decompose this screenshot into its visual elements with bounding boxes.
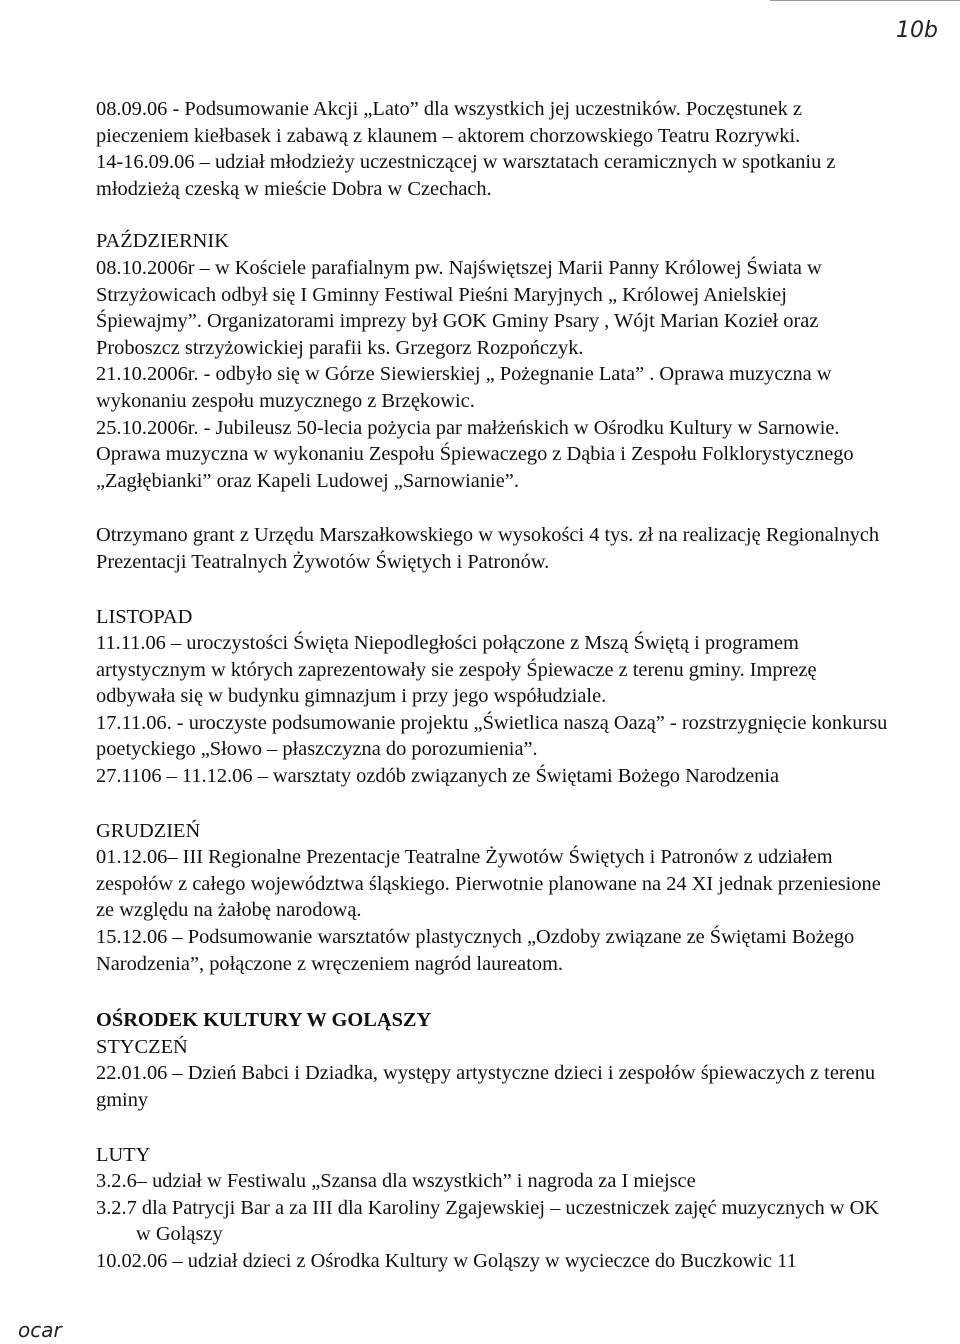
page-number-handwritten: 10b (896, 18, 938, 43)
entry-listopad-1: 11.11.06 – uroczystości Święta Niepodległości połączone z Mszą Świętą i programem artystycznym w których zaprezentowały sie zespoły Śpiewacze z terenu gminy. Imprezę odbywała się w budynku gimnazjum i przy jego współudziale. (96, 632, 817, 708)
entry-listopad-2: 17.11.06. - uroczyste podsumowanie projektu „Świetlica naszą Oazą” - rozstrzygnięcie konkursu poetyckiego „Słowo – płaszczyzna do porozumienia”. (96, 711, 888, 761)
department-title: OŚRODEK KULTURY W GOLĄSZY (96, 1009, 432, 1032)
grant-note: Otrzymano grant z Urzędu Marszałkowskiego w wysokości 4 tys. zł na realizację Regionalnych Prezentacji Teatralnych Żywotów Świętych i Patronów. (96, 524, 880, 573)
entry-listopad-3: 27.1106 – 11.12.06 – warsztaty ozdób związanych ze Świętami Bożego Narodzenia (96, 765, 780, 788)
entry-grudzien-2: 15.12.06 – Podsumowanie warsztatów plastycznych „Ozdoby związane ze Świętami Bożego Narodzenia”, połączone z wręczeniem nagród laureatom. (96, 926, 855, 975)
entry-pazdziernik-2: 21.10.2006r. - odbyło się w Górze Siewierskiej „ Pożegnanie Lata” . Oprawa muzyczna w wykonaniu zespołu muzycznego z Brzękowic. (96, 363, 832, 412)
entry-pazdziernik-3: 25.10.2006r. - Jubileusz 50-lecia pożycia par małżeńskich w Ośrodku Kultury w Sarnowie. Oprawa muzyczna w wykonaniu Zespołu Śpiewaczego z Dąbia i Zespołu Folklorystycznego „Zagłębianki” oraz Kapeli Ludowej „Sarnowianie”. (96, 416, 854, 492)
document-body (96, 96, 896, 1275)
heading-styczen: STYCZEŃ (96, 1035, 188, 1058)
scan-edge-line (770, 0, 960, 1)
entry-pazdziernik-1: 08.10.2006r – w Kościele parafialnym pw. Najświętszej Marii Panny Królowej Świata w Strzyżowicach odbył się I Gminny Festiwal Pieśni Maryjnych „ Królowej Anielskiej Śpiewajmy”. Organizatorami imprezy był GOK Gminy Psary , Wójt Marian Kozieł oraz Proboszcz strzyżowickiej parafii ks. Grzegorz Rozpończyk. (96, 256, 822, 359)
entry-grudzien-1: 01.12.06– III Regionalne Prezentacje Teatralne Żywotów Świętych i Patronów z udziałem zespołów z całego województwa śląskiego. Pierwotnie planowane na 24 XI jednak przeniesione ze względu na żałobę narodową. (96, 846, 881, 922)
entry-luty-3: 10.02.06 – udział dzieci z Ośrodka Kultury w Goląszy w wycieczce do Buczkowic 11 (96, 1249, 797, 1272)
paragraph-lato: 08.09.06 - Podsumowanie Akcji „Lato” dla wszystkich jej uczestników. Poczęstunek z pieczeniem kiełbasek i zabawą z klaunem – aktorem chorzowskiego Teatru Rozrywki. (96, 98, 802, 147)
handwritten-mark-bottom: ocar (18, 1318, 62, 1342)
entry-luty-2: 3.2.7 dla Patrycji Bar a za III dla Karoliny Zgajewskiej – uczestniczek zajęć muzycznych w OK w Goląszy (96, 1196, 880, 1246)
heading-listopad: LISTOPAD (96, 605, 193, 628)
heading-grudzien: GRUDZIEŃ (96, 819, 201, 842)
heading-pazdziernik: PAŹDZIERNIK (96, 230, 229, 253)
paragraph-ceramika: 14-16.09.06 – udział młodzieży uczestniczącej w warsztatach ceramicznych w spotkaniu z młodzieżą czeską w mieście Dobra w Czechach. (96, 151, 836, 200)
entry-styczen-1: 22.01.06 – Dzień Babci i Dziadka, występy artystyczne dzieci i zespołów śpiewaczych z terenu gminy (96, 1062, 876, 1111)
entry-luty-1: 3.2.6– udział w Festiwalu „Szansa dla wszystkich” i nagroda za I miejsce (96, 1170, 696, 1193)
heading-luty: LUTY (96, 1143, 151, 1166)
